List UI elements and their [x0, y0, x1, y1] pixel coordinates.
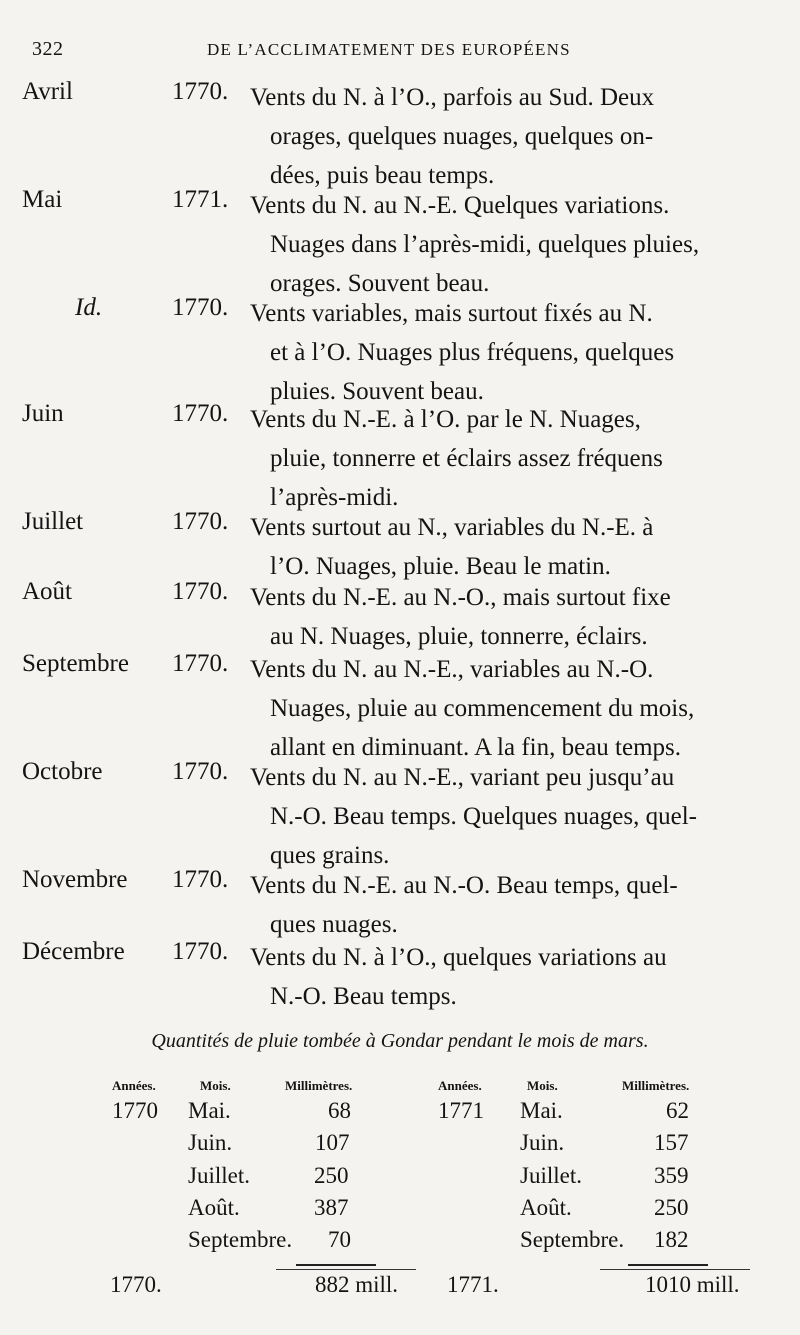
entry-month: Décembre	[22, 938, 125, 965]
entry-year: 1770.	[172, 866, 229, 893]
entry-month: Octobre	[22, 758, 103, 785]
entry-line: allant en diminuant. A la fin, beau temps.	[270, 734, 682, 761]
rain-table-caption: Quantités de pluie tombée à Gondar pendant le mois de mars.	[151, 1030, 649, 1052]
sum-rule	[296, 1264, 376, 1266]
rain-month: Septembre.	[188, 1227, 293, 1252]
entry-month: Août	[22, 578, 72, 605]
entry-description	[250, 400, 755, 517]
entry-month: Id.	[75, 294, 103, 321]
entry-line: Nuages dans l’après-midi, quelques pluies,	[270, 231, 700, 258]
rain-month: Juin.	[520, 1130, 565, 1155]
entry-description	[250, 508, 755, 586]
rain-mm: 70	[328, 1227, 351, 1252]
entry-line: Vents surtout au N., variables du N.-E. à	[250, 514, 654, 541]
col-header-year: Années.	[438, 1078, 482, 1093]
rain-mm: 107	[315, 1130, 350, 1155]
entry-line: orages. Souvent beau.	[270, 270, 490, 297]
entry-line: N.-O. Beau temps. Quelques nuages, quel-	[270, 803, 697, 830]
entry-line: l’après-midi.	[270, 484, 399, 511]
entry-description	[250, 758, 755, 875]
entry-description	[250, 938, 755, 1016]
entry-line: ques grains.	[270, 842, 390, 869]
entry-year: 1770.	[172, 78, 229, 105]
rain-month: Août.	[188, 1195, 240, 1220]
rain-month: Juin.	[188, 1130, 233, 1155]
entry-line: Vents du N.-E. au N.-O. Beau temps, quel-	[250, 872, 678, 899]
entry-line: Vents du N. à l’O., quelques variations au	[250, 944, 667, 971]
entry-line: ques nuages.	[270, 911, 398, 938]
entry-month: Novembre	[22, 866, 128, 893]
rain-mm: 250	[654, 1195, 689, 1220]
entry-line: et à l’O. Nuages plus fréquens, quelques	[270, 339, 675, 366]
entry-line: au N. Nuages, pluie, tonnerre, éclairs.	[270, 623, 648, 650]
entry-year: 1770.	[172, 650, 229, 677]
entry-description	[250, 294, 755, 411]
entry-month: Juillet	[22, 508, 84, 535]
col-header-month: Mois.	[200, 1078, 231, 1093]
entry-year: 1770.	[172, 938, 229, 965]
sum-rule	[628, 1264, 708, 1266]
entry-line: Vents du N.-E. au N.-O., mais surtout fixe	[250, 584, 671, 611]
page-number: 322	[32, 38, 64, 60]
running-title: DE L’ACCLIMATEMENT DES EUROPÉENS	[207, 40, 571, 59]
entry-line: pluie, tonnerre et éclairs assez fréquens	[270, 445, 663, 472]
entry-line: dées, puis beau temps.	[270, 162, 495, 189]
rain-year: 1771	[438, 1098, 484, 1123]
entry-description	[250, 186, 755, 303]
entry-line: Vents du N. au N.-E., variables au N.-O.	[250, 656, 654, 683]
rain-table	[0, 1078, 800, 1318]
rain-mm: 387	[314, 1195, 349, 1220]
entry-month: Avril	[22, 78, 73, 105]
rain-month: Mai.	[520, 1098, 563, 1123]
running-header	[32, 38, 770, 68]
rain-total-year: 1770.	[110, 1272, 162, 1297]
entry-line: Vents du N. à l’O., parfois au Sud. Deux	[250, 84, 655, 111]
entry-year: 1770.	[172, 294, 229, 321]
col-header-mm: Millimètres.	[622, 1078, 690, 1093]
entry-description	[250, 578, 755, 656]
entry-line: N.-O. Beau temps.	[270, 983, 457, 1010]
entry-year: 1770.	[172, 578, 229, 605]
rain-month: Septembre.	[520, 1227, 625, 1252]
rain-mm: 62	[666, 1098, 689, 1123]
entry-month: Septembre	[22, 650, 129, 677]
entry-year: 1770.	[172, 400, 229, 427]
sum-rule	[276, 1269, 416, 1270]
col-header-month: Mois.	[527, 1078, 558, 1093]
entry-line: Nuages, pluie au commencement du mois,	[270, 695, 695, 722]
rain-month: Juillet.	[520, 1163, 582, 1188]
col-header-mm: Millimètres.	[285, 1078, 353, 1093]
entry-line: l’O. Nuages, pluie. Beau le matin.	[270, 553, 611, 580]
rain-mm: 182	[654, 1227, 689, 1252]
rain-month: Août.	[520, 1195, 572, 1220]
rain-total: 1010 mill.	[645, 1272, 740, 1297]
rain-mm: 250	[314, 1163, 349, 1188]
entry-month: Mai	[22, 186, 63, 213]
entry-line: Vents du N.-E. à l’O. par le N. Nuages,	[250, 406, 641, 433]
rain-total-year: 1771.	[447, 1272, 499, 1297]
entry-description	[250, 650, 755, 767]
entry-line: Vents du N. au N.-E., variant peu jusqu’au	[250, 764, 675, 791]
rain-total: 882 mill.	[315, 1272, 399, 1297]
rain-mm: 359	[654, 1163, 689, 1188]
sum-rule	[600, 1269, 750, 1270]
rain-year: 1770	[112, 1098, 158, 1123]
rain-mm: 157	[654, 1130, 689, 1155]
col-header-year: Années.	[112, 1078, 156, 1093]
entry-line: Vents du N. au N.-E. Quelques variations.	[250, 192, 670, 219]
entry-description	[250, 866, 755, 944]
entry-year: 1770.	[172, 758, 229, 785]
entry-description	[250, 78, 755, 195]
entry-line: Vents variables, mais surtout fixés au N.	[250, 300, 653, 327]
rain-month: Juillet.	[188, 1163, 250, 1188]
entry-year: 1771.	[172, 186, 229, 213]
entry-year: 1770.	[172, 508, 229, 535]
rain-mm: 68	[328, 1098, 351, 1123]
entry-line: orages, quelques nuages, quelques on-	[270, 123, 654, 150]
rain-month: Mai.	[188, 1098, 231, 1123]
entry-month: Juin	[22, 400, 64, 427]
entry-line: pluies. Souvent beau.	[270, 378, 484, 405]
